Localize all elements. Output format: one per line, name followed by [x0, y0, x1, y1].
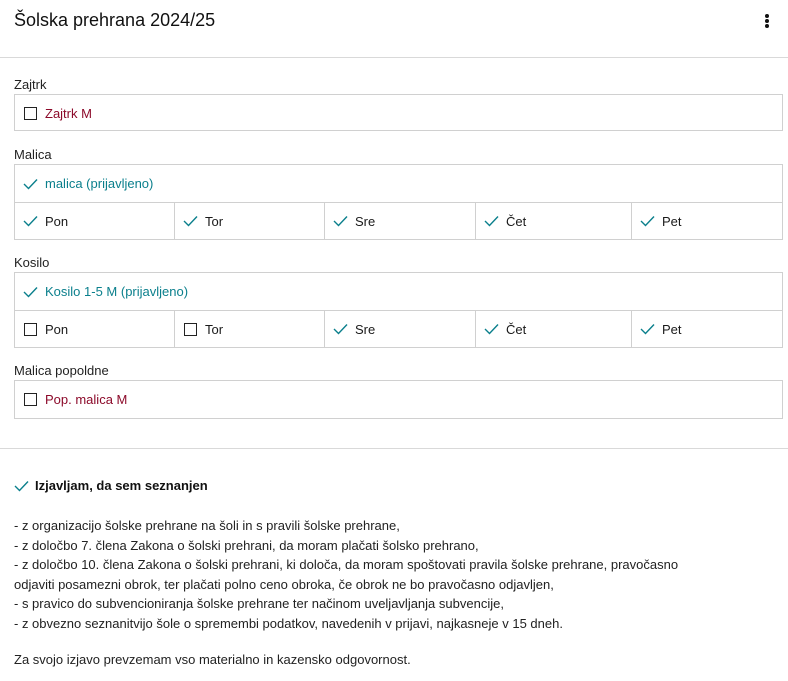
section-label-popoldne: Malica popoldne [14, 363, 109, 378]
kosilo-day-pet[interactable] [632, 311, 782, 347]
day-label: Sre [355, 213, 376, 229]
day-label: Pon [45, 321, 69, 337]
popoldne-option-label: Pop. malica M [45, 392, 128, 407]
malica-box [14, 164, 783, 240]
checkbox-empty-icon[interactable] [184, 323, 197, 336]
day-label: Pet [662, 213, 682, 229]
day-label: Tor [205, 213, 224, 229]
day-label: Pet [662, 321, 682, 337]
checkbox-empty-icon[interactable] [24, 323, 37, 336]
kosilo-option[interactable] [15, 273, 782, 310]
day-label: Pon [45, 213, 69, 229]
kosilo-day-tor[interactable] [175, 311, 325, 347]
checkmark-icon[interactable] [23, 215, 38, 227]
malica-days [15, 202, 782, 239]
kosilo-days [15, 310, 782, 347]
declaration-checkbox[interactable] [14, 478, 208, 493]
day-label: Čet [506, 321, 527, 337]
checkmark-icon[interactable] [640, 215, 655, 227]
checkbox-empty-icon[interactable] [24, 393, 37, 406]
terms-line: odjaviti posamezni obrok, ter plačati polno ceno obroka, če obrok ne bo pravočasno odjavljen, [14, 576, 554, 592]
terms-line: - z obvezno seznanitvijo šole o spremembi podatkov, navedenih v prijavi, najkasneje v 15 dneh. [14, 615, 563, 631]
terms-list [14, 516, 774, 633]
terms-line: - s pravico do subvencioniranja šolske prehrane ter načinom uveljavljanja subvencije, [14, 596, 504, 611]
popoldne-box [14, 380, 783, 419]
closing-statement: Za svojo izjavo prevzemam vso materialno in kazensko odgovornost. [14, 652, 411, 667]
section-label-zajtrk: Zajtrk [14, 77, 47, 92]
zajtrk-box [14, 94, 783, 131]
checkmark-icon[interactable] [23, 178, 38, 190]
malica-day-cet[interactable] [476, 203, 632, 239]
kosilo-day-pon[interactable] [15, 311, 175, 347]
terms-line: - z določbo 7. člena Zakona o šolski prehrani, da moram plačati šolsko prehrano, [14, 537, 479, 553]
page-header [0, 0, 788, 58]
malica-day-pet[interactable] [632, 203, 782, 239]
day-label: Tor [205, 321, 224, 337]
malica-day-tor[interactable] [175, 203, 325, 239]
checkmark-icon[interactable] [333, 215, 348, 227]
kosilo-day-sre[interactable] [325, 311, 476, 347]
page-title: Šolska prehrana 2024/25 [14, 10, 216, 30]
checkbox-empty-icon[interactable] [24, 107, 37, 120]
more-vertical-icon[interactable] [760, 12, 774, 30]
checkmark-icon[interactable] [23, 286, 38, 298]
checkmark-icon[interactable] [484, 323, 499, 335]
malica-option-label: malica (prijavljeno) [45, 176, 154, 191]
day-label: Sre [355, 321, 376, 337]
malica-day-pon[interactable] [15, 203, 175, 239]
checkmark-icon[interactable] [484, 215, 499, 227]
kosilo-day-cet[interactable] [476, 311, 632, 347]
kosilo-option-label: Kosilo 1-5 M (prijavljeno) [45, 284, 189, 299]
kosilo-box [14, 272, 783, 348]
zajtrk-option[interactable] [15, 95, 782, 132]
malica-option[interactable] [15, 165, 782, 202]
day-label: Čet [506, 213, 527, 229]
checkmark-icon[interactable] [333, 323, 348, 335]
section-label-kosilo: Kosilo [14, 255, 50, 270]
malica-day-sre[interactable] [325, 203, 476, 239]
divider [0, 448, 788, 449]
checkmark-icon[interactable] [14, 480, 29, 492]
declaration-label: Izjavljam, da sem seznanjen [35, 478, 208, 493]
zajtrk-option-label: Zajtrk M [45, 106, 92, 121]
checkmark-icon[interactable] [640, 323, 655, 335]
terms-line: - z določbo 10. člena Zakona o šolski prehrani, ki določa, da moram spoštovati pravila šolske prehrane, pravočasno [14, 557, 679, 572]
terms-line: - z organizacijo šolske prehrane na šoli in s pravili šolske prehrane, [14, 518, 400, 533]
section-label-malica: Malica [14, 147, 52, 162]
popoldne-option[interactable] [15, 381, 782, 418]
checkmark-icon[interactable] [183, 215, 198, 227]
